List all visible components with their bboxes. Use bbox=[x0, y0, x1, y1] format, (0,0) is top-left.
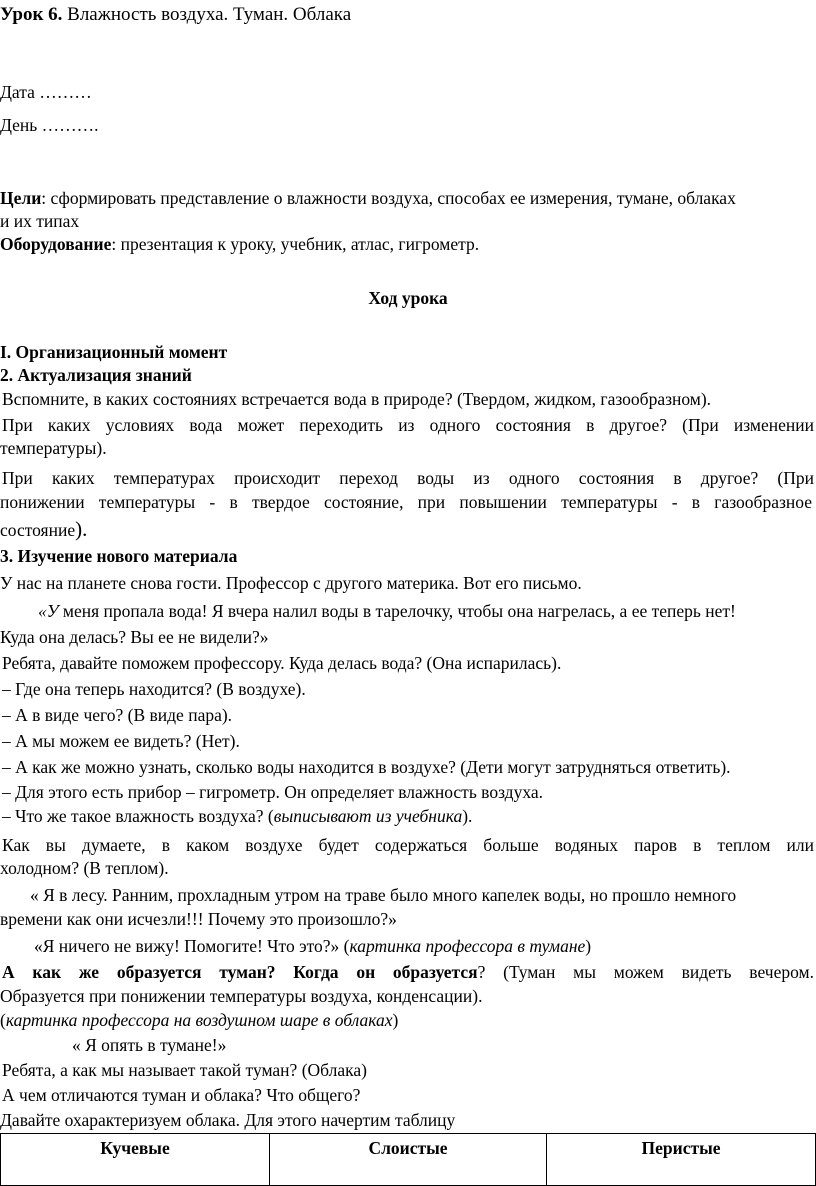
paragraph-3-line-1: При каких температурах происходит переход воды из одного состояния в другое? (При bbox=[2, 468, 814, 488]
paragraph-3-end: ). bbox=[75, 517, 88, 541]
paragraph-7-line-1: Как вы думаете, в каком воздухе будет содержаться больше водяных паров в теплом или bbox=[2, 835, 814, 855]
goals-text: : сформировать представление о влажности воздуха, способах ее измерения, тумане, облаках bbox=[41, 188, 736, 208]
question-6 bbox=[2, 805, 472, 827]
paragraph-15: Давайте охарактеризуем облака. Для этого начертим таблицу bbox=[0, 1110, 456, 1130]
lesson-topic: Влажность воздуха. Туман. Облака bbox=[67, 4, 352, 25]
section-1-text: I. Организационный момент bbox=[0, 342, 228, 362]
question-2: – А в виде чего? (В виде пара). bbox=[2, 705, 233, 725]
paragraph-8-line-2: времени как они исчезли!!! Почему это произошло?» bbox=[0, 909, 397, 929]
goals-line-2: и их типах bbox=[0, 211, 80, 231]
table-header-row bbox=[1, 1134, 816, 1186]
paragraph-1: Вспомните, в каких состояниях встречается вода в природе? (Твердом, жидком, газообразном). bbox=[2, 389, 712, 409]
paragraph-4: У нас на планете снова гости. Профессор с другого материка. Вот его письмо. bbox=[0, 573, 582, 593]
page-title bbox=[0, 4, 351, 26]
paragraph-13: Ребята, а как мы называет такой туман? (Облака) bbox=[2, 1060, 367, 1080]
paragraph-9-start: «Я ничего не вижу! Помогите! Что это?» ( bbox=[34, 936, 350, 956]
paragraph-14: А чем отличаются туман и облака? Что общего? bbox=[2, 1085, 361, 1105]
paragraph-10-text: ? (Туман мы можем видеть вечером. bbox=[477, 962, 814, 982]
question-4: – А как же можно узнать, сколько воды находится в воздухе? (Дети могут затрудняться ответить). bbox=[2, 757, 731, 777]
section-3-heading bbox=[0, 545, 237, 567]
date-line: Дата ……… bbox=[0, 82, 92, 102]
letter-line-1 bbox=[38, 600, 736, 622]
paragraph-2-line-1: При каких условиях вода может переходить из одного состояния в другое? (При изменении bbox=[2, 415, 814, 435]
cloud-types-table bbox=[0, 1133, 816, 1186]
course-heading-text: Ход урока bbox=[368, 288, 448, 308]
question-6-italic: выписывают из учебника bbox=[273, 806, 463, 826]
paragraph-11-italic: картинка профессора на воздушном шаре в облаках bbox=[5, 1010, 393, 1030]
course-heading bbox=[0, 287, 816, 309]
paragraph-10-bold: А как же образуется туман? Когда он образуется bbox=[2, 962, 478, 982]
paragraph-11 bbox=[0, 1009, 398, 1031]
paragraph-11-end: ) bbox=[392, 1010, 399, 1030]
paragraph-9-end: ) bbox=[585, 936, 592, 956]
letter-start: «У bbox=[38, 601, 59, 621]
lesson-number: Урок 6. bbox=[0, 4, 63, 25]
goals-line bbox=[0, 187, 736, 209]
letter-line-2: Куда она делась? Вы ее не видели?» bbox=[0, 627, 269, 647]
paragraph-3-line-2: понижении температуры - в твердое состояние, при повышении температуры - в газообразное bbox=[0, 492, 812, 512]
paragraph-7-line-2: холодном? (В теплом). bbox=[0, 858, 169, 878]
paragraph-6: Ребята, давайте поможем профессору. Куда делась вода? (Она испарилась). bbox=[2, 653, 562, 673]
paragraph-9-italic: картинка профессора в тумане bbox=[349, 936, 586, 956]
table-header-cumulus: Кучевые bbox=[1, 1134, 270, 1186]
paragraph-9 bbox=[34, 935, 591, 957]
table-header-cirrus: Перистые bbox=[547, 1134, 816, 1186]
paragraph-10-line-2: Образуется при понижении температуры воздуха, конденсации). bbox=[0, 986, 483, 1006]
paragraph-3-text: состояние bbox=[0, 520, 76, 540]
question-1: – Где она теперь находится? (В воздухе). bbox=[2, 679, 306, 699]
paragraph-8-line-1: « Я в лесу. Ранним, прохладным утром на траве было много капелек воды, но прошло немного bbox=[30, 885, 737, 905]
section-2-heading bbox=[0, 364, 192, 386]
equipment-line bbox=[0, 233, 479, 255]
question-6-start: – Что же такое влажность воздуха? ( bbox=[2, 806, 274, 826]
question-5: – Для этого есть прибор – гигрометр. Он определяет влажность воздуха. bbox=[2, 782, 543, 802]
paragraph-3-line-3 bbox=[0, 518, 87, 541]
paragraph-10-line-1 bbox=[2, 961, 814, 983]
equipment-text: : презентация к уроку, учебник, атлас, гигрометр. bbox=[111, 234, 480, 254]
section-3-text: 3. Изучение нового материала bbox=[0, 546, 238, 566]
paragraph-2-line-2: температуры). bbox=[0, 438, 107, 458]
paragraph-11-start: ( bbox=[0, 1010, 6, 1030]
day-line: День ………. bbox=[0, 115, 99, 135]
goals-label: Цели bbox=[0, 188, 42, 208]
section-2-text: 2. Актуализация знаний bbox=[0, 365, 192, 385]
section-1-heading bbox=[0, 341, 227, 363]
question-6-end: ). bbox=[462, 806, 473, 826]
paragraph-12: « Я опять в тумане!» bbox=[72, 1035, 227, 1055]
equipment-label: Оборудование bbox=[0, 234, 112, 254]
question-3: – А мы можем ее видеть? (Нет). bbox=[2, 731, 240, 751]
letter-text: меня пропала вода! Я вчера налил воды в тарелочку, чтобы она нагрелась, а ее теперь нет! bbox=[58, 601, 736, 621]
table-header-stratus: Слоистые bbox=[269, 1134, 546, 1186]
